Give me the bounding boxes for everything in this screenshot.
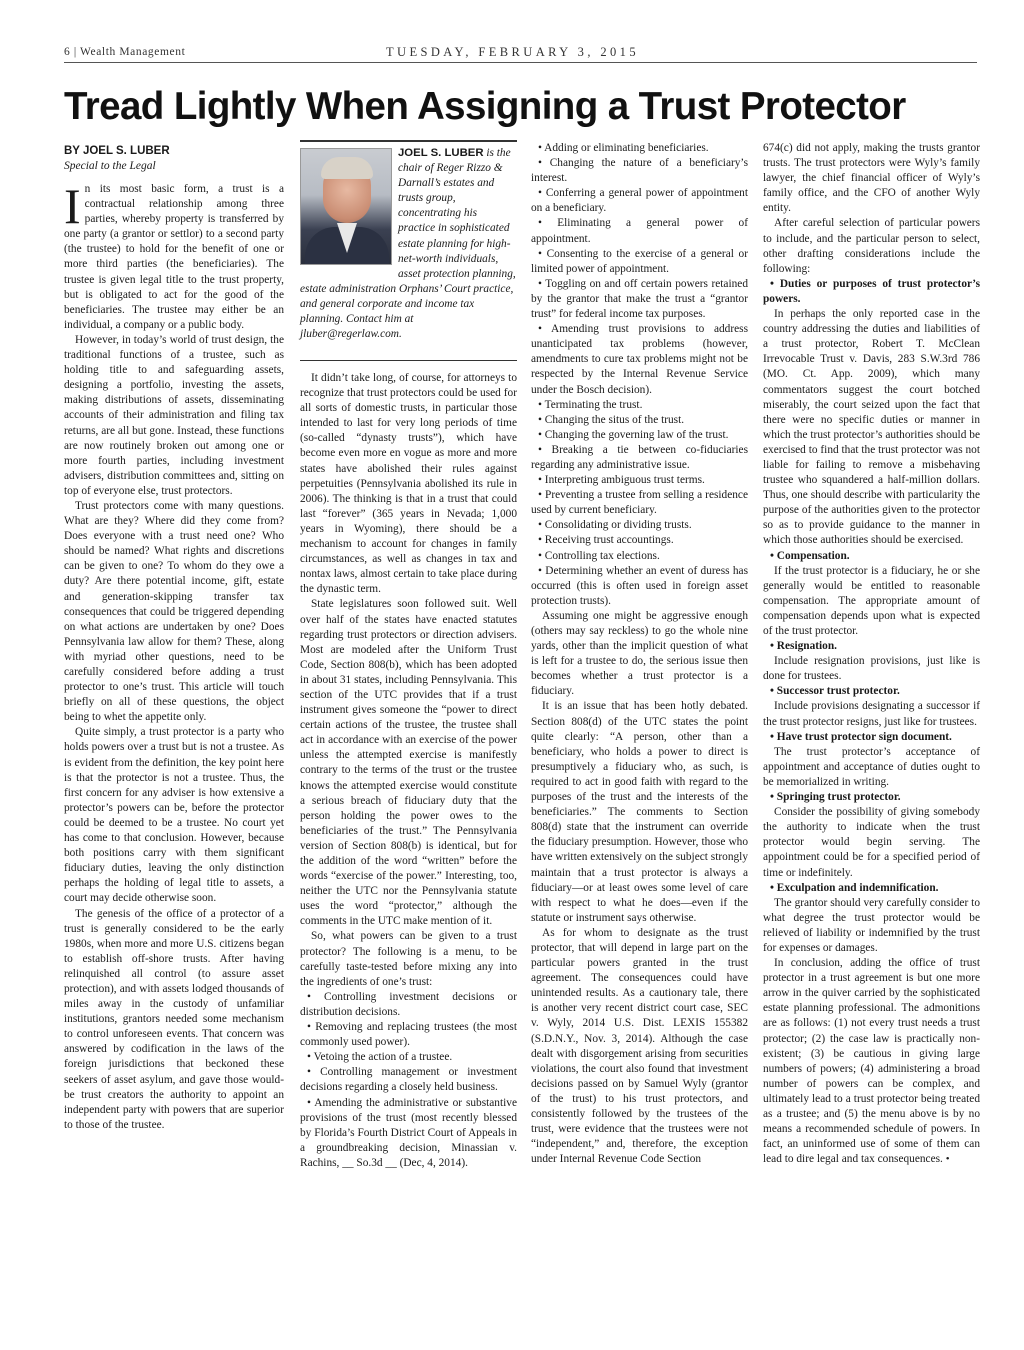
subhead: • Resignation. bbox=[770, 640, 837, 653]
list-item: • Controlling investment decisions or distribution decisions. bbox=[300, 990, 517, 1018]
author-bio-text: JOEL S. LUBER is the chair of Reger Rizzo & Darnall’s estates and trusts group, concentrating his practice in sophisticated estate planning for high-net-worth individuals, asset protection planning, estate administration Orphans’ Court practice, and general corporate and income tax planning. Contact him at jluber@regerlaw.com. bbox=[300, 147, 516, 341]
issue-date: TUESDAY, FEBRUARY 3, 2015 bbox=[386, 45, 639, 59]
paragraph: If the trust protector is a fiduciary, he or she generally would be entitled to reasonable compensation. The appropriate amount of compensation depends upon what is expected of the trust protector. bbox=[763, 564, 980, 637]
subhead: • Exculpation and indemnification. bbox=[770, 881, 939, 894]
paragraph: Trust protectors come with many questions. What are they? Where did they come from? Does everyone with a trust need one? Who should be named? What rights and discretions can be given to one? To whom do they owe a duty? Are there potential income, gift, estate and generation-skipping transfer tax consequences that could be triggered depending on what actions are undertaken by one? Does Pennsylvania law allow for them? These, along with myriad other questions, need to be carefully considered before adding a trust protector to one’s trust. This article will touch briefly on all of these questions, the object being to whet the appetite only. bbox=[64, 499, 284, 724]
paragraph: It didn’t take long, of course, for attorneys to recognize that trust protectors could be used for all sorts of domestic trusts, in particular those intended to last for very long periods of time (so-called “dynasty trusts”), which have become even more en vogue as more and more states have abolished their rules against perpetuities (Pennsylvania abolished its rule in 2006). The thinking is that in a trust that could last “forever” (365 years in Nevada; 1,000 years in Wyoming), there should be a mechanism to account for changes in family circumstances, as well as changes in tax and nontax laws, almost certain to take place during the dynastic term. bbox=[300, 372, 517, 596]
article-column-1 bbox=[64, 141, 284, 1133]
subhead: • Successor trust protector. bbox=[770, 685, 900, 698]
list-item: • Interpreting ambiguous trust terms. bbox=[538, 474, 705, 487]
paragraph: Include provisions designating a successor if the trust protector resigns, just like for trustees. bbox=[763, 700, 980, 728]
list-item: • Vetoing the action of a trustee. bbox=[307, 1051, 453, 1064]
byline-affiliation: Special to the Legal bbox=[64, 160, 156, 172]
list-item: • Terminating the trust. bbox=[538, 398, 643, 411]
paragraph: Quite simply, a trust protector is a party who holds powers over a trust but is not a trustee. As is evident from the definition, the key point here is that the protector is not a trustee. Thus, the first concern for any adviser is how extensive a protector’s powers can be, before the protector could be deemed to be a trustee. No court yet has come to that conclusion. However, because both positions carry with them significant fiduciary duties, leaving the only distinction perhaps the holding of legal title to assets, a court may decide otherwise soon. bbox=[64, 726, 284, 905]
drop-cap: I bbox=[64, 178, 81, 234]
paragraph: So, what powers can be given to a trust protector? The following is a menu, to be carefully taste-tested before mixing any into the ingredients of one’s trust: bbox=[300, 930, 517, 988]
paragraph: It is an issue that has been hotly debated. Section 808(d) of the UTC states the point quite clearly: “A person, other than a beneficiary, who holds a power to direct is presumptively a fiduciary who, as such, is required to act in good faith with regard to the purposes of the trust and the interests of the beneficiaries.” The comments to Section 808(d) state that the instrument can override the fiduciary presumption. However, those who have written extensively on the subject strongly maintain that a trust protector is always a fiduciary—or at least owes some level of care with respect to what he does—even if the statute or instrument says otherwise. bbox=[531, 700, 748, 924]
paragraph: Consider the possibility of giving somebody the authority to indicate when the trust protector would begin serving. The appointment could be for a specified period of time or indefinitely. bbox=[763, 806, 980, 879]
divider bbox=[300, 360, 517, 361]
list-item: • Removing and replacing trustees (the most commonly used power). bbox=[300, 1021, 517, 1049]
conclusion-text: In conclusion, adding the office of trust protector in a trust agreement is but one more arrow in the quiver carried by the sophisticated estate planning professional. The admonitions are as follows: (1) not every trust needs a trust protector; (2) the case law is practically non-existent; (3) be cautious in giving large numbers of powers; (4) administering a broad number of powers can be complex, and ultimately lead to a trust protector being treated as a trustee; and (5) the menu above is by no means a recommended schedule of powers. In fact, an uninformed use of some of them can lead to dire legal and tax consequences. bbox=[763, 957, 980, 1166]
subhead: • Have trust protector sign document. bbox=[770, 730, 952, 743]
article-headline: Tread Lightly When Assigning a Trust Protector bbox=[64, 85, 906, 128]
list-item: • Eliminating a general power of appointment. bbox=[531, 217, 748, 245]
list-item: • Amending trust provisions to address unanticipated tax problems (however, amendments to cure tax problems might not be respected by the Internal Revenue Service under the Bosch decision). bbox=[531, 323, 748, 396]
paragraph: Assuming one might be aggressive enough (others may say reckless) to go the whole nine yards, other than the implicit question of what is left for a trustee to do, the serious issue then becomes whether a trust protector is a fiduciary. bbox=[531, 609, 748, 698]
paragraph: Include resignation provisions, just like is done for trustees. bbox=[763, 655, 980, 683]
paragraph: State legislatures soon followed suit. Well over half of the states have enacted statutes regarding trust protectors or direction advisers. Most are modeled after the Uniform Trust Code, Section 808(b), which has been adopted in about 31 states, including Pennsylvania. This section of the UTC provides that if a trust instrument gives someone the “power to direct certain actions of the trustee, the trustee shall act in accordance with an exercise of the power unless the attempted exercise is manifestly contrary to the terms of the trust or the trustee knows the attempted exercise would constitute a serious breach of fiduciary duty that the person holding the power owes to the beneficiaries of the trust.” The Pennsylvania version of Section 808(b) is identical, but for the addition of the word “written” before the words “exercise of the power.” Interesting, too, neither the UTC nor the Pennsylvania statute uses the word “protector,” although the comments in the UTC make mention of it. bbox=[300, 598, 517, 928]
list-item: • Determining whether an event of duress has occurred (this is often used in foreign asset protection trusts). bbox=[531, 564, 748, 607]
paragraph: As for whom to designate as the trust protector, that will depend in large part on the particular powers granted in the trust agreement. The consequences could have unintended results. As a cautionary tale, there is another very recent district court case, SEC v. Wyly, 2014 U.S. Dist. LEXIS 155382 (S.D.N.Y., Nov. 3, 2014). Although the case dealt with disgorgement arising from securities violations, the court also found that investment decisions passed on by Samuel Wyly (grantor of the trust) to his trust protectors, and consistently followed by the trustees of the trust, were evidence that the trustees were not “independent,” and, therefore, the exception under Internal Revenue Code Section bbox=[531, 926, 748, 1166]
list-item: • Consolidating or dividing trusts. bbox=[538, 519, 692, 532]
paragraph: The trust protector’s acceptance of appointment and acceptance of duties ought to be memorialized in writing. bbox=[763, 745, 980, 788]
list-item: • Preventing a trustee from selling a residence used by current beneficiary. bbox=[531, 489, 748, 517]
end-mark: • bbox=[945, 1153, 950, 1166]
author-bio bbox=[300, 140, 517, 354]
subhead: • Compensation. bbox=[770, 549, 850, 562]
list-item: • Changing the governing law of the trust. bbox=[538, 428, 729, 441]
list-item: • Toggling on and off certain powers retained by the grantor that make the trust a “grantor trust” for federal income tax purposes. bbox=[531, 277, 748, 321]
author-name: JOEL S. LUBER bbox=[398, 147, 484, 159]
paragraph: The grantor should very carefully consider to what degree the trust protector would be relieved of liability or indemnified by the trust for expenses or damages. bbox=[763, 896, 980, 954]
list-item: • Controlling management or investment decisions regarding a closely held business. bbox=[300, 1066, 517, 1094]
subhead: • Springing trust protector. bbox=[770, 791, 901, 804]
paragraph: In perhaps the only reported case in the country addressing the duties and liabilities of a trust protector, Robert T. McClean Irrevocable Trust v. Davis, 283 S.W.3rd 786 (MO. Ct. App. 2009), which many commentators suggest the court botched miserably, the court seized upon the fact that there were no specific duties or manner in which the trust protector’s authorities should be exercised to find that the trust protector was not liable for failing to remove a misbehaving trustee who squandered a half-million dollars. Thus, one should describe with particularity the purpose of the authorities given to the protector so as to provide guidance to the manner in which those authorities should be exercised. bbox=[763, 308, 980, 547]
list-item: • Conferring a general power of appointment on a beneficiary. bbox=[531, 187, 748, 215]
paragraph: The genesis of the office of a protector of a trust is generally considered to be the early 1980s, when more and more U.S. citizens began to establish off-shore trusts. After having relinquished all control (to assure asset protection), and with assets lodged thousands of miles away in the custody of unfamiliar institutions, grantors needed some mechanism to control unforeseen events. That concern was answered by codification in the laws of the foreign jurisdictions that beckoned these seekers of asset asylum, and gave those would-be trust creators the authority to appoint an independent party with powers that are superior to those of the trustee. bbox=[64, 907, 284, 1131]
byline: BY JOEL S. LUBER bbox=[64, 145, 170, 157]
list-item: • Changing the nature of a beneficiary’s interest. bbox=[531, 157, 748, 185]
paragraph: After careful selection of particular powers to include, and the particular person to select, other drafting considerations include the following: bbox=[763, 217, 980, 275]
list-item: • Changing the situs of the trust. bbox=[538, 413, 685, 426]
list-item: • Adding or eliminating beneficiaries. bbox=[538, 142, 709, 154]
paragraph: 674(c) did not apply, making the trusts grantor trusts. The trust protectors were Wyly’s family lawyer, the chief financial officer of Wyly’s family office, and the CFO of another Wyly entity. bbox=[763, 142, 980, 215]
paragraph bbox=[763, 956, 980, 1167]
paragraph: In its most basic form, a trust is a contractual relationship among three parties, whereby property is transferred by one party (a grantor or settlor) to a second party (the trustee) to hold for the benefit of one or more third parties (the beneficiaries). The trustee is given legal title to the trust property, but is obligated to act for the good of the beneficiaries. The trustee may either be an individual, a company or a public body. bbox=[64, 178, 284, 331]
page-header bbox=[64, 42, 977, 63]
article-column-2 bbox=[300, 140, 517, 1171]
article-column-4 bbox=[763, 141, 980, 1167]
list-item: • Controlling tax elections. bbox=[538, 549, 660, 562]
author-photo bbox=[300, 148, 392, 265]
list-item: • Breaking a tie between co-fiduciaries regarding any administrative issue. bbox=[531, 443, 748, 471]
paragraph: However, in today’s world of trust design, the traditional functions of a trustee, such as holding title to and safeguarding assets, designing a portfolio, investing the assets, making distributions of assets, disseminating accounts of their administration and filing tax returns, are all but gone. Instead, these functions are now routinely broken out among one or more fourth parties, including investment advisers, distribution committees and, sitting on top of everyone else, trust protectors. bbox=[64, 333, 284, 497]
section-label: 6 | Wealth Management bbox=[64, 46, 186, 58]
list-item: • Amending the administrative or substantive provisions of the trust (most recently blessed by Florida’s Fourth District Court of Appeals in a groundbreaking decision, Minassian v. Rachins, __ So.3d __ (Dec, 4, 2014). bbox=[300, 1096, 517, 1169]
subhead: • Duties or purposes of trust protector’s powers. bbox=[763, 277, 980, 305]
list-item: • Receiving trust accountings. bbox=[538, 534, 674, 547]
article-column-3 bbox=[531, 141, 748, 1167]
list-item: • Consenting to the exercise of a general or limited power of appointment. bbox=[531, 247, 748, 275]
